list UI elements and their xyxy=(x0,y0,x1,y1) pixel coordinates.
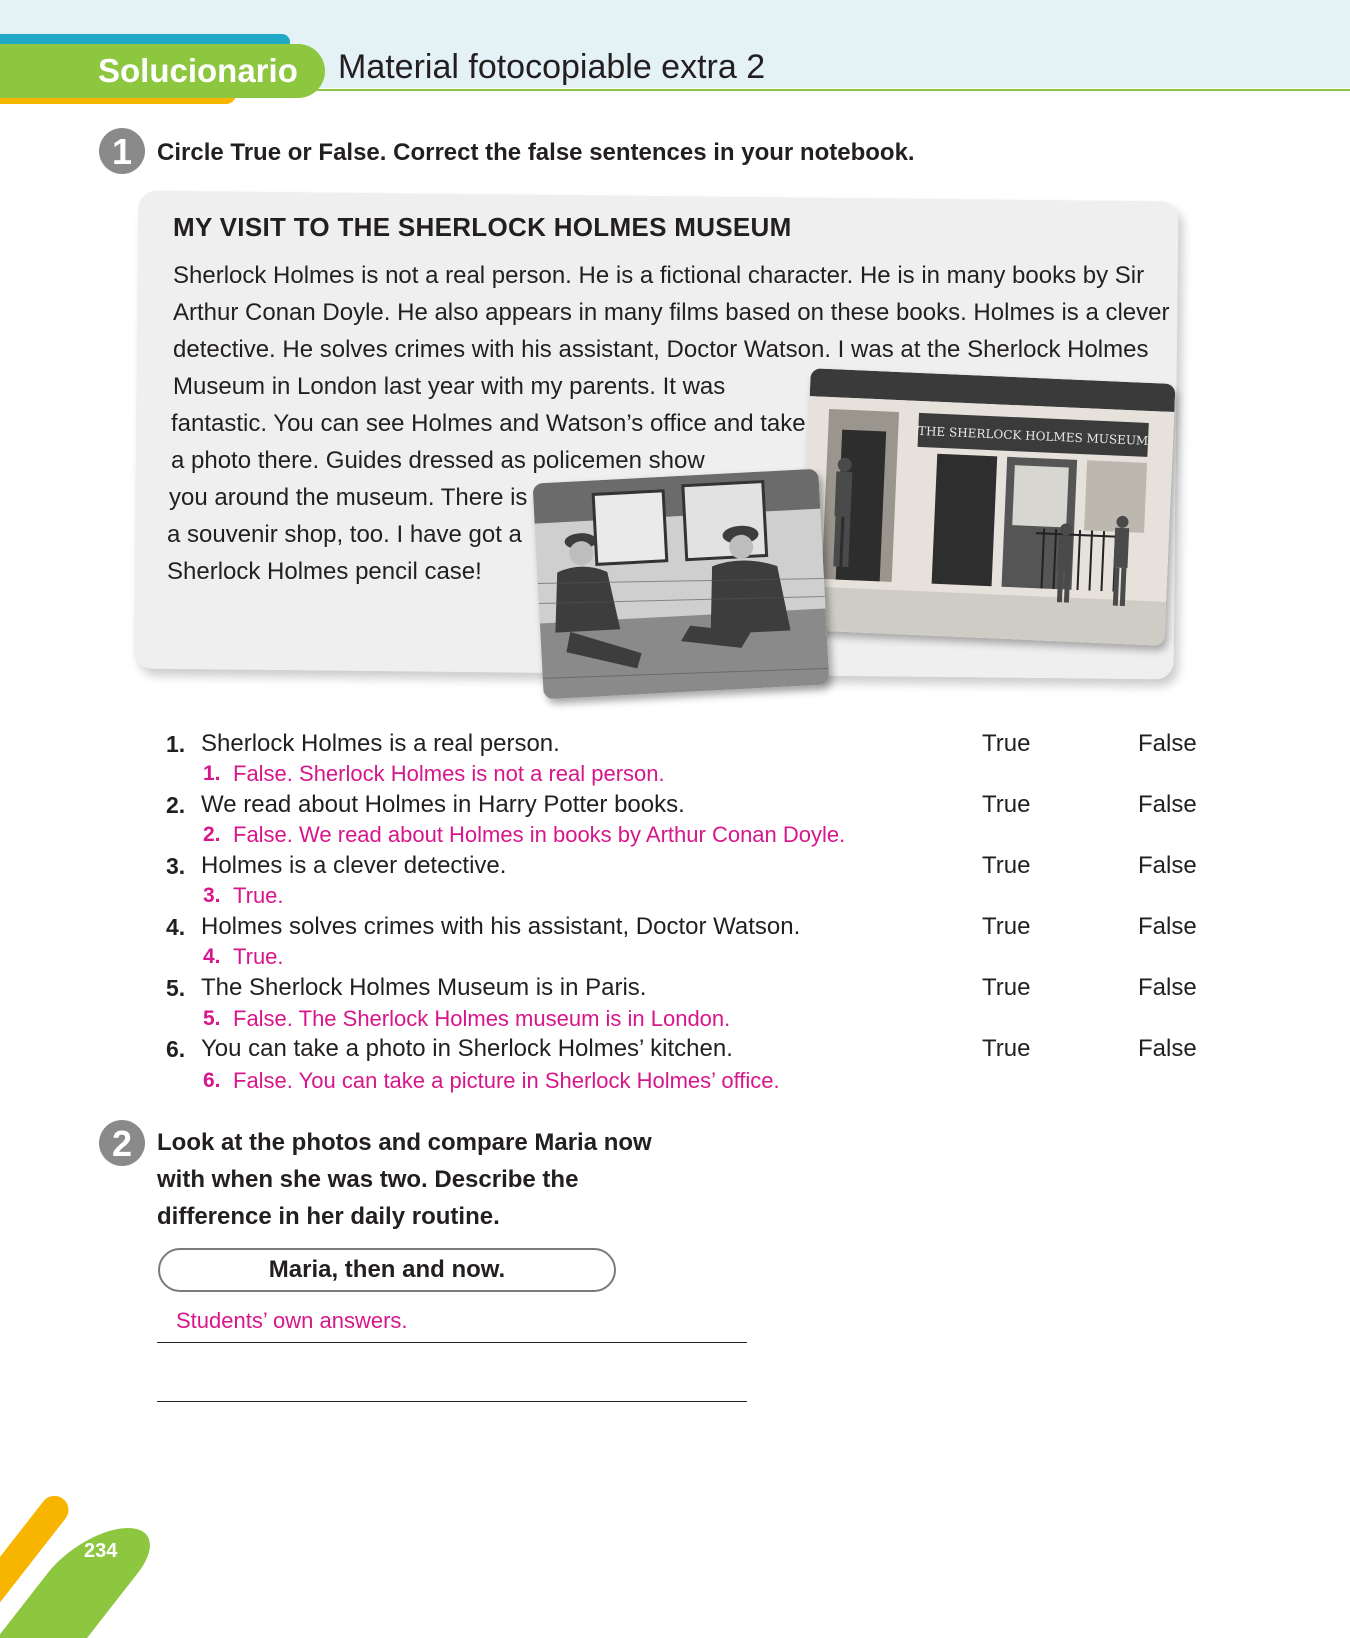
section-tab xyxy=(0,44,325,98)
museum-photo xyxy=(799,368,1175,646)
answer-text: False. Sherlock Holmes is not a real person. xyxy=(233,761,665,786)
answer-write-line[interactable] xyxy=(157,1401,747,1402)
false-option[interactable]: False xyxy=(1138,852,1197,879)
true-option[interactable]: True xyxy=(982,1035,1031,1062)
true-option[interactable]: True xyxy=(982,791,1031,818)
exercise-2-instruction-line: Look at the photos and compare Maria now xyxy=(157,1129,652,1156)
false-option[interactable]: False xyxy=(1138,1035,1197,1062)
exercise-1-instruction: Circle True or False. Correct the false sentences in your notebook. xyxy=(157,139,915,166)
answer-number: 4. xyxy=(203,945,221,968)
page-subtitle: Material fotocopiable extra 2 xyxy=(338,48,766,86)
sherlock-illustration-drawing xyxy=(533,469,830,700)
answer-number: 6. xyxy=(203,1069,221,1092)
reading-line: you around the museum. There is xyxy=(169,484,528,511)
question-number: 2. xyxy=(166,792,186,818)
exercise-number-2: 2 xyxy=(99,1120,145,1166)
question-text: The Sherlock Holmes Museum is in Paris. xyxy=(201,974,647,1001)
answer-write-line[interactable] xyxy=(157,1342,747,1343)
question-number: 3. xyxy=(166,853,186,879)
answer-text: True. xyxy=(233,883,284,908)
answer-text: False. The Sherlock Holmes museum is in London. xyxy=(233,1006,731,1031)
question-number: 6. xyxy=(166,1036,186,1062)
answer-text: False. You can take a picture in Sherlock Holmes’ office. xyxy=(233,1068,780,1093)
answer-text: True. xyxy=(233,944,284,969)
answer-number: 2. xyxy=(203,823,221,846)
reading-line: Arthur Conan Doyle. He also appears in many films based on these books. Holmes is a clever xyxy=(173,299,1170,326)
reading-line: detective. He solves crimes with his assistant, Doctor Watson. I was at the Sherlock Holmes xyxy=(173,336,1149,363)
false-option[interactable]: False xyxy=(1138,913,1197,940)
museum-photo-drawing xyxy=(799,368,1175,646)
answer-number: 5. xyxy=(203,1007,221,1030)
true-option[interactable]: True xyxy=(982,730,1031,757)
true-option[interactable]: True xyxy=(982,913,1031,940)
true-option[interactable]: True xyxy=(982,852,1031,879)
question-text: Holmes solves crimes with his assistant, Doctor Watson. xyxy=(201,913,801,940)
reading-line: a souvenir shop, too. I have got a xyxy=(167,521,522,548)
question-number: 4. xyxy=(166,914,186,940)
question-number: 5. xyxy=(166,975,186,1001)
false-option[interactable]: False xyxy=(1138,791,1197,818)
exercise-2-instruction-line: difference in her daily routine. xyxy=(157,1203,500,1230)
reading-line: Sherlock Holmes pencil case! xyxy=(167,558,482,585)
museum-sign-text: THE SHERLOCK HOLMES MUSEUM xyxy=(917,423,1149,448)
section-tab-label: Solucionario xyxy=(98,52,298,89)
question-text: We read about Holmes in Harry Potter books. xyxy=(201,791,685,818)
reading-line: Sherlock Holmes is not a real person. He is a fictional character. He is in many books by Sir xyxy=(173,262,1145,289)
reading-title: MY VISIT TO THE SHERLOCK HOLMES MUSEUM xyxy=(173,212,792,242)
reading-line: Museum in London last year with my parents. It was xyxy=(173,373,726,400)
answer-number: 3. xyxy=(203,884,221,907)
question-text: Sherlock Holmes is a real person. xyxy=(201,730,560,757)
true-option[interactable]: True xyxy=(982,974,1031,1001)
maria-title-box: Maria, then and now. xyxy=(158,1248,616,1292)
exercise-2-answer: Students’ own answers. xyxy=(176,1308,408,1333)
answer-number: 1. xyxy=(203,762,221,785)
reading-line: fantastic. You can see Holmes and Watson’s office and take xyxy=(171,410,806,437)
sherlock-illustration xyxy=(533,469,830,700)
false-option[interactable]: False xyxy=(1138,730,1197,757)
page-number: 234 xyxy=(84,1540,118,1562)
question-number: 1. xyxy=(166,731,186,757)
question-text: You can take a photo in Sherlock Holmes’ kitchen. xyxy=(201,1035,733,1062)
exercise-number-1: 1 xyxy=(99,128,145,174)
question-text: Holmes is a clever detective. xyxy=(201,852,507,879)
false-option[interactable]: False xyxy=(1138,974,1197,1001)
header-rule xyxy=(300,89,1350,91)
answer-text: False. We read about Holmes in books by Arthur Conan Doyle. xyxy=(233,822,846,847)
exercise-2-instruction-line: with when she was two. Describe the xyxy=(157,1166,579,1193)
reading-line: a photo there. Guides dressed as policemen show xyxy=(171,447,705,474)
